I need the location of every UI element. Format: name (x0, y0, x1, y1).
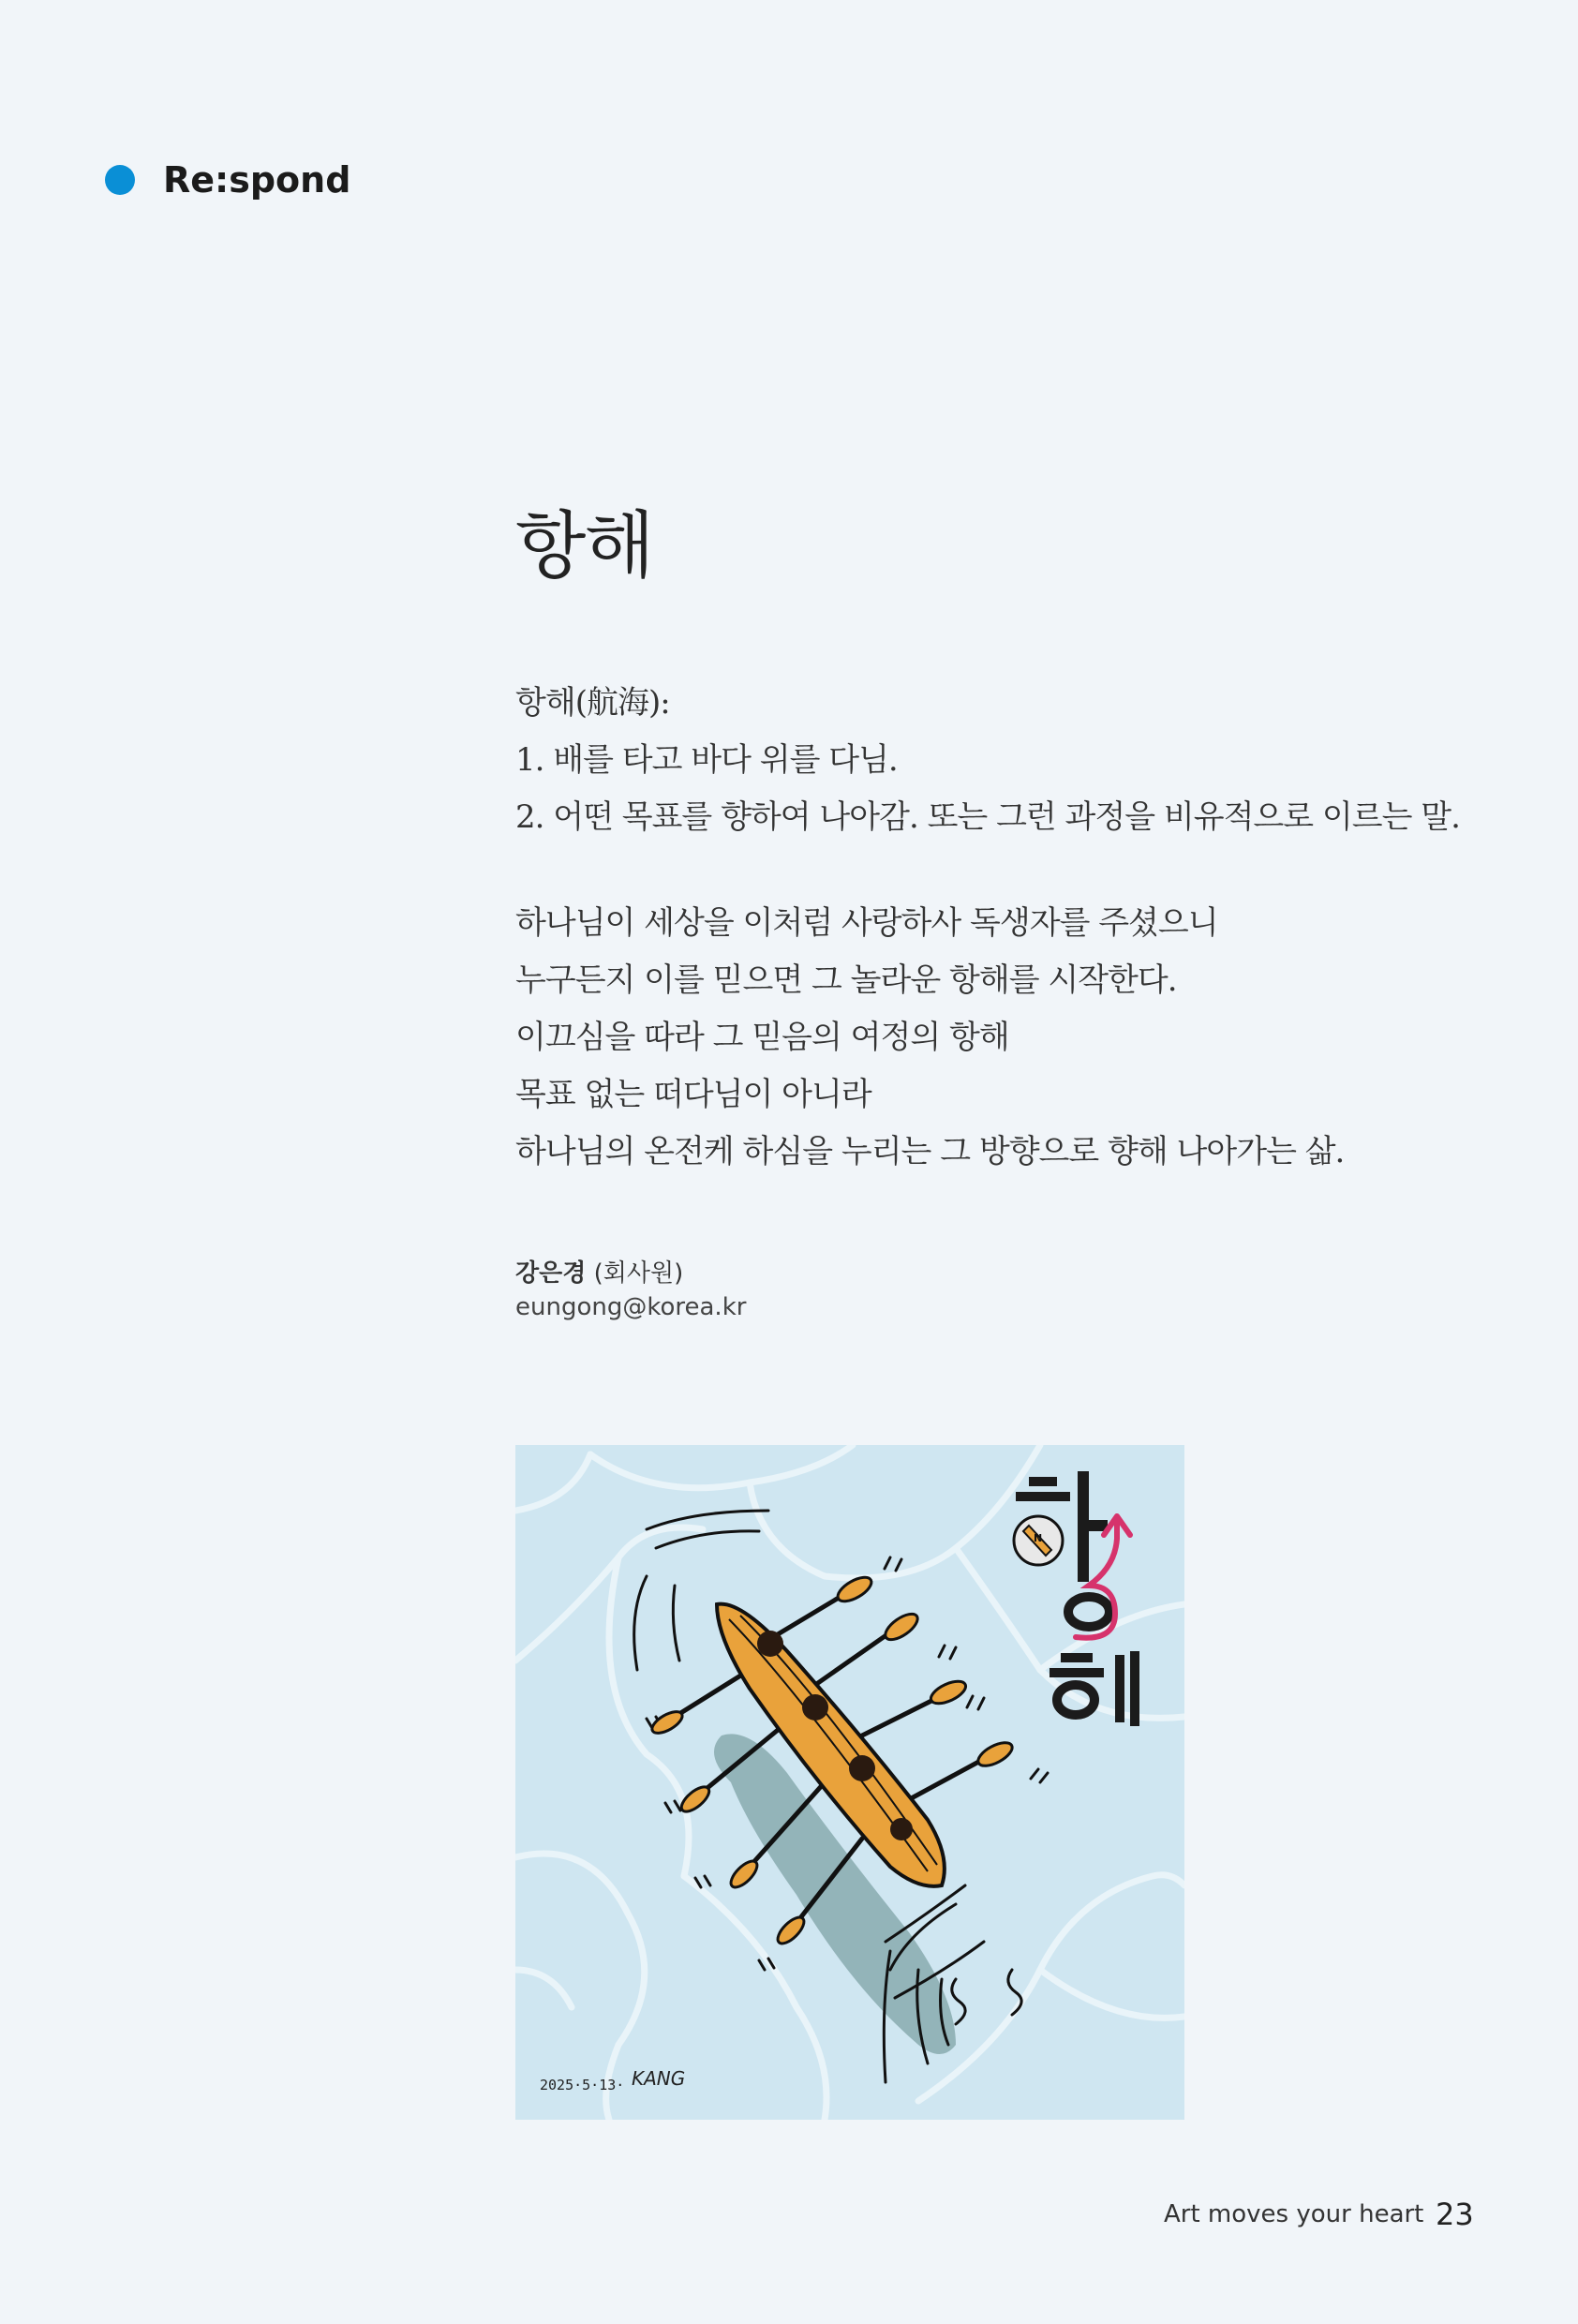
poem-block (515, 895, 1344, 1181)
author-name: 강은경 (515, 1259, 587, 1288)
footer-tagline: Art moves your heart (1164, 2200, 1424, 2228)
poem-line: 누구든지 이를 믿으면 그 놀라운 항해를 시작한다. (515, 961, 1177, 999)
definition-line: 1. 배를 타고 바다 위를 다님. (515, 741, 898, 779)
page-number: 23 (1436, 2197, 1474, 2232)
artwork-date: 2025·5·13· (540, 2077, 625, 2093)
compass-letter: N (1034, 1532, 1043, 1544)
section-dot-icon (105, 165, 135, 195)
artwork-drawing (515, 1445, 1184, 2120)
artwork-illustration (515, 1445, 1184, 2120)
section-label: Re:spond (163, 159, 351, 201)
poem-line: 목표 없는 떠다님이 아니라 (515, 1076, 871, 1113)
definition-block (515, 675, 1460, 846)
definition-line: 2. 어떤 목표를 향하여 나아감. 또는 그런 과정을 비유적으로 이르는 말. (515, 798, 1460, 836)
author-email: eungong@korea.kr (515, 1293, 747, 1321)
artwork-signature: KANG (632, 2067, 686, 2090)
poem-line: 이끄심을 따라 그 믿음의 여정의 항해 (515, 1019, 1009, 1056)
poem-line: 하나님이 세상을 이처럼 사랑하사 독생자를 주셨으니 (515, 904, 1218, 942)
article-title: 항해 (515, 504, 653, 588)
section-tag (105, 159, 350, 201)
poem-line: 하나님의 온전케 하심을 누리는 그 방향으로 향해 나아가는 삶. (515, 1133, 1345, 1170)
definition-line: 항해(航海): (515, 684, 670, 722)
author-role: (회사원) (593, 1259, 684, 1288)
author-byline (515, 1254, 683, 1289)
